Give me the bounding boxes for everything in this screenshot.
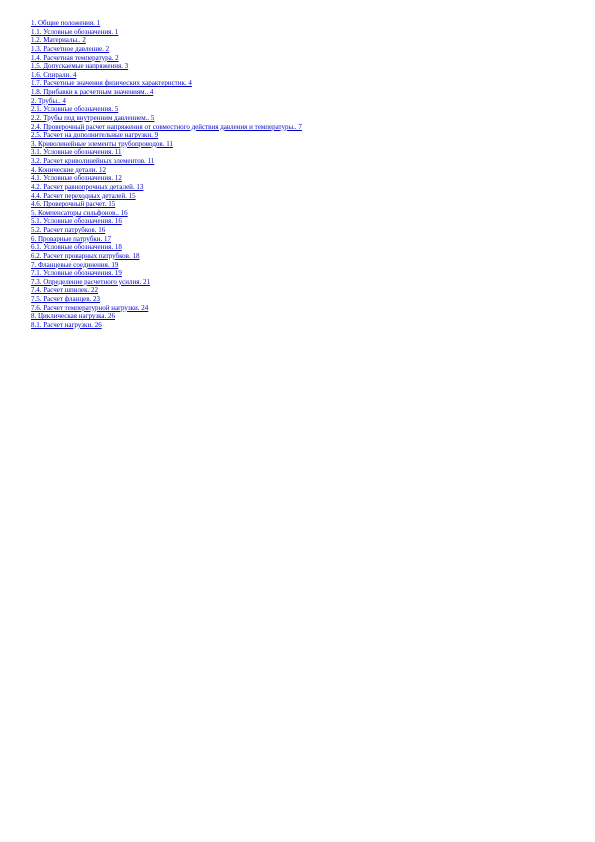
toc-entry-link[interactable]: 1.4. Расчетная температура. 2 — [31, 53, 119, 62]
toc-entry-link[interactable]: 4.1. Условные обозначения. 12 — [31, 174, 122, 183]
toc-entry-link[interactable]: 7.4. Расчет шпилек. 22 — [31, 286, 99, 295]
toc-entry-link[interactable]: 4. Конические детали. 12 — [31, 165, 106, 174]
toc-entry-link[interactable]: 1.8. Прибавки к расчетным значениям.. 4 — [31, 88, 154, 96]
toc-entry-link[interactable]: 7.1. Условные обозначения. 19 — [31, 269, 122, 278]
toc-entry-link[interactable]: 6.1. Условные обозначения. 18 — [31, 243, 122, 252]
toc-entry-link[interactable]: 5. Компенсаторы сильфонов.. 16 — [31, 208, 128, 217]
toc-entry-link[interactable]: 6.2. Расчет проварных патрубков. 18 — [31, 251, 140, 260]
toc-entry-link[interactable]: 2.2. Трубы под внутренним давлением.. 5 — [31, 113, 155, 122]
toc-entry-link[interactable]: 3.1. Условные обозначения. 11 — [31, 148, 122, 157]
toc-entry — [31, 286, 302, 295]
toc-entry-link[interactable]: 4.4. Расчет переходных деталей. 15 — [31, 191, 136, 200]
toc-entry — [31, 226, 302, 235]
toc-entry-link[interactable]: 1.1. Условные обозначения. 1 — [31, 27, 119, 36]
toc-entry-link[interactable]: 2.1. Условные обозначения. 5 — [31, 105, 119, 114]
toc-entry — [31, 183, 302, 192]
toc-entry — [31, 88, 302, 97]
toc-entry — [31, 157, 302, 166]
toc-entry — [31, 114, 302, 123]
toc-entry — [31, 36, 302, 45]
toc-entry-link[interactable]: 2. Трубы.. 4 — [31, 96, 66, 105]
toc-entry — [31, 71, 302, 80]
toc-entry-link[interactable]: 8. Циклическая нагрузка. 26 — [31, 312, 116, 321]
toc-entry-link[interactable]: 1.3. Расчетное давление. 2 — [31, 44, 110, 53]
toc-entry-link[interactable]: 1.6. Спирали. 4 — [31, 70, 77, 79]
toc-entry-link[interactable]: 3. Криволинейные элементы трубопроводов. 11 — [31, 139, 173, 148]
toc-entry — [31, 97, 302, 106]
toc-entry — [31, 54, 302, 63]
toc-entry — [31, 209, 302, 218]
toc-entry — [31, 28, 302, 37]
toc-entry — [31, 131, 302, 140]
toc-entry — [31, 140, 302, 149]
table-of-contents — [31, 19, 302, 330]
toc-entry — [31, 217, 302, 226]
toc-entry — [31, 45, 302, 54]
toc-entry — [31, 62, 302, 71]
toc-entry — [31, 243, 302, 252]
toc-entry-link[interactable]: 5.2. Расчет патрубков. 16 — [31, 226, 106, 234]
toc-entry-link[interactable]: 4.6. Проверочный расчет. 15 — [31, 200, 116, 209]
toc-entry — [31, 166, 302, 175]
toc-entry-link[interactable]: 1.5. Допускаемые напряжения. 3 — [31, 62, 129, 71]
toc-entry — [31, 252, 302, 261]
toc-entry-link[interactable]: 1.7. Расчетные значения физических характеристик. 4 — [31, 79, 192, 88]
toc-entry-link[interactable]: 1. Общие положения. 1 — [31, 19, 101, 27]
toc-entry — [31, 235, 302, 244]
toc-entry — [31, 123, 302, 132]
toc-entry — [31, 105, 302, 114]
toc-entry-link[interactable]: 3.2. Расчет криволинейных элементов. 11 — [31, 157, 155, 165]
toc-entry-link[interactable]: 2.4. Проверочный расчет напряжения от совместного действия давления и температуры.. 7 — [31, 122, 302, 131]
toc-entry-link[interactable]: 6. Проварные патрубки. 17 — [31, 234, 112, 243]
toc-entry-link[interactable]: 7.6. Расчет температурной нагрузки. 24 — [31, 303, 149, 312]
toc-entry-link[interactable]: 2.5. Расчет на дополнительные нагрузки. 9 — [31, 131, 159, 140]
toc-entry — [31, 295, 302, 304]
toc-entry — [31, 278, 302, 287]
toc-entry — [31, 261, 302, 270]
toc-entry-link[interactable]: 4.2. Расчет равнопрочных деталей. 13 — [31, 182, 144, 191]
toc-entry — [31, 192, 302, 201]
toc-entry — [31, 269, 302, 278]
toc-entry — [31, 304, 302, 313]
toc-entry — [31, 312, 302, 321]
toc-entry — [31, 79, 302, 88]
toc-entry — [31, 19, 302, 28]
toc-entry — [31, 174, 302, 183]
toc-entry-link[interactable]: 8.1. Расчет нагрузки. 26 — [31, 320, 102, 329]
toc-entry-link[interactable]: 7.5. Расчет фланцев. 23 — [31, 295, 101, 303]
toc-entry-link[interactable]: 1.2. Материалы.. 2 — [31, 36, 86, 45]
toc-entry — [31, 148, 302, 157]
toc-entry-link[interactable]: 5.1. Условные обозначения. 16 — [31, 217, 122, 226]
toc-entry — [31, 200, 302, 209]
toc-entry — [31, 321, 302, 330]
toc-entry-link[interactable]: 7. Фланцевые соединения. 19 — [31, 260, 119, 269]
toc-entry-link[interactable]: 7.3. Определение расчетного усилия. 21 — [31, 277, 150, 286]
